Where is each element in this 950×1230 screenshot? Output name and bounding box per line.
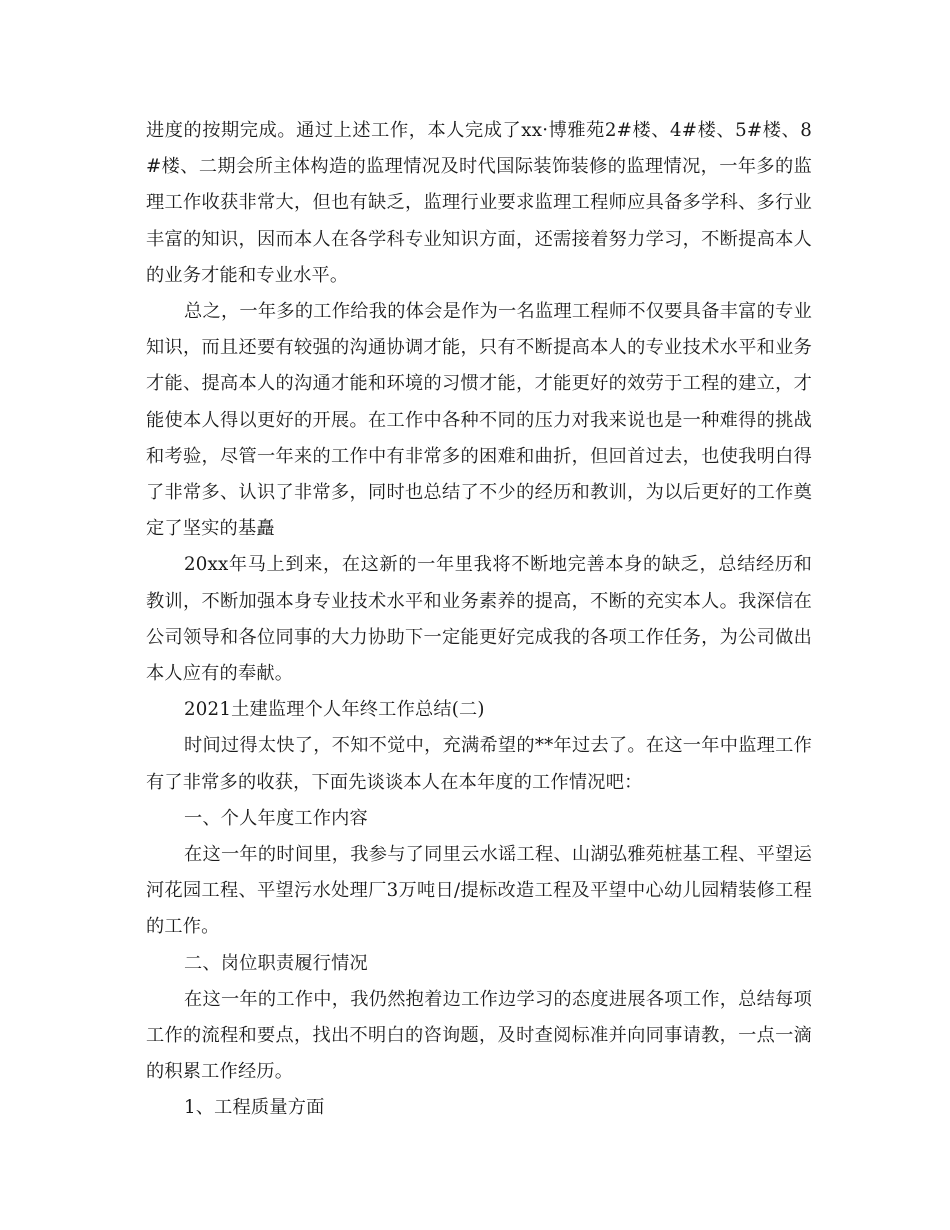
document-body bbox=[146, 113, 812, 1127]
paragraph-work-summary: 进度的按期完成。通过上述工作，本人完成了xx·博雅苑2#楼、4#楼、5#楼、8#楼、二期会所主体构造的监理情况及时代国际装饰装修的监理情况，一年多的监理工作收获非常大，但也有缺乏，监理行业要求监理工程师应具备多学科、多行业丰富的知识，因而本人在各学科专业知识方面，还需接着努力学习，不断提高本人的业务才能和专业水平。 bbox=[146, 120, 812, 286]
heading-work-content: 一、个人年度工作内容 bbox=[184, 807, 368, 829]
heading-duties: 二、岗位职责履行情况 bbox=[184, 952, 368, 974]
paragraph-projects: 在这一年的时间里，我参与了同里云水谣工程、山湖弘雅苑桩基工程、平望运河花园工程、平望污水处理厂3万吨日/提标改造工程及平望中心幼儿园精装修工程的工作。 bbox=[146, 844, 812, 938]
heading-quality: 1、工程质量方面 bbox=[184, 1097, 325, 1119]
paragraph-duties: 在这一年的工作中，我仍然抱着边工作边学习的态度进展各项工作，总结每项工作的流程和要点，找出不明白的咨询题，及时查阅标准并向同事请教，一点一滴的积累工作经历。 bbox=[146, 988, 812, 1083]
paragraph-intro: 时间过得太快了，不知不觉中，充满希望的**年过去了。在这一年中监理工作有了非常多的收获，下面先谈谈本人在本年度的工作情况吧： bbox=[146, 735, 812, 793]
section-title: 2021土建监理个人年终工作总结(二) bbox=[184, 699, 485, 721]
paragraph-new-year-plan: 20xx年马上到来，在这新的一年里我将不断地完善本身的缺乏，总结经历和教训，不断加强本身专业技术水平和业务素养的提高，不断的充实本人。我深信在公司领导和各位同事的大力协助下一定能更好完成我的各项工作任务，为公司做出本人应有的奉献。 bbox=[146, 554, 812, 685]
paragraph-experience: 总之，一年多的工作给我的体会是作为一名监理工程师不仅要具备丰富的专业知识，而且还要有较强的沟通协调才能，只有不断提高本人的专业技术水平和业务才能、提高本人的沟通才能和环境的习惯才能，才能更好的效劳于工程的建立，才能使本人得以更好的开展。在工作中各种不同的压力对我来说也是一种难得的挑战和考验，尽管一年来的工作中有非常多的困难和曲折，但回首过去，也使我明白得了非常多、认识了非常多，同时也总结了不少的经历和教训，为以后更好的工作奠定了坚实的基矗 bbox=[146, 301, 812, 540]
